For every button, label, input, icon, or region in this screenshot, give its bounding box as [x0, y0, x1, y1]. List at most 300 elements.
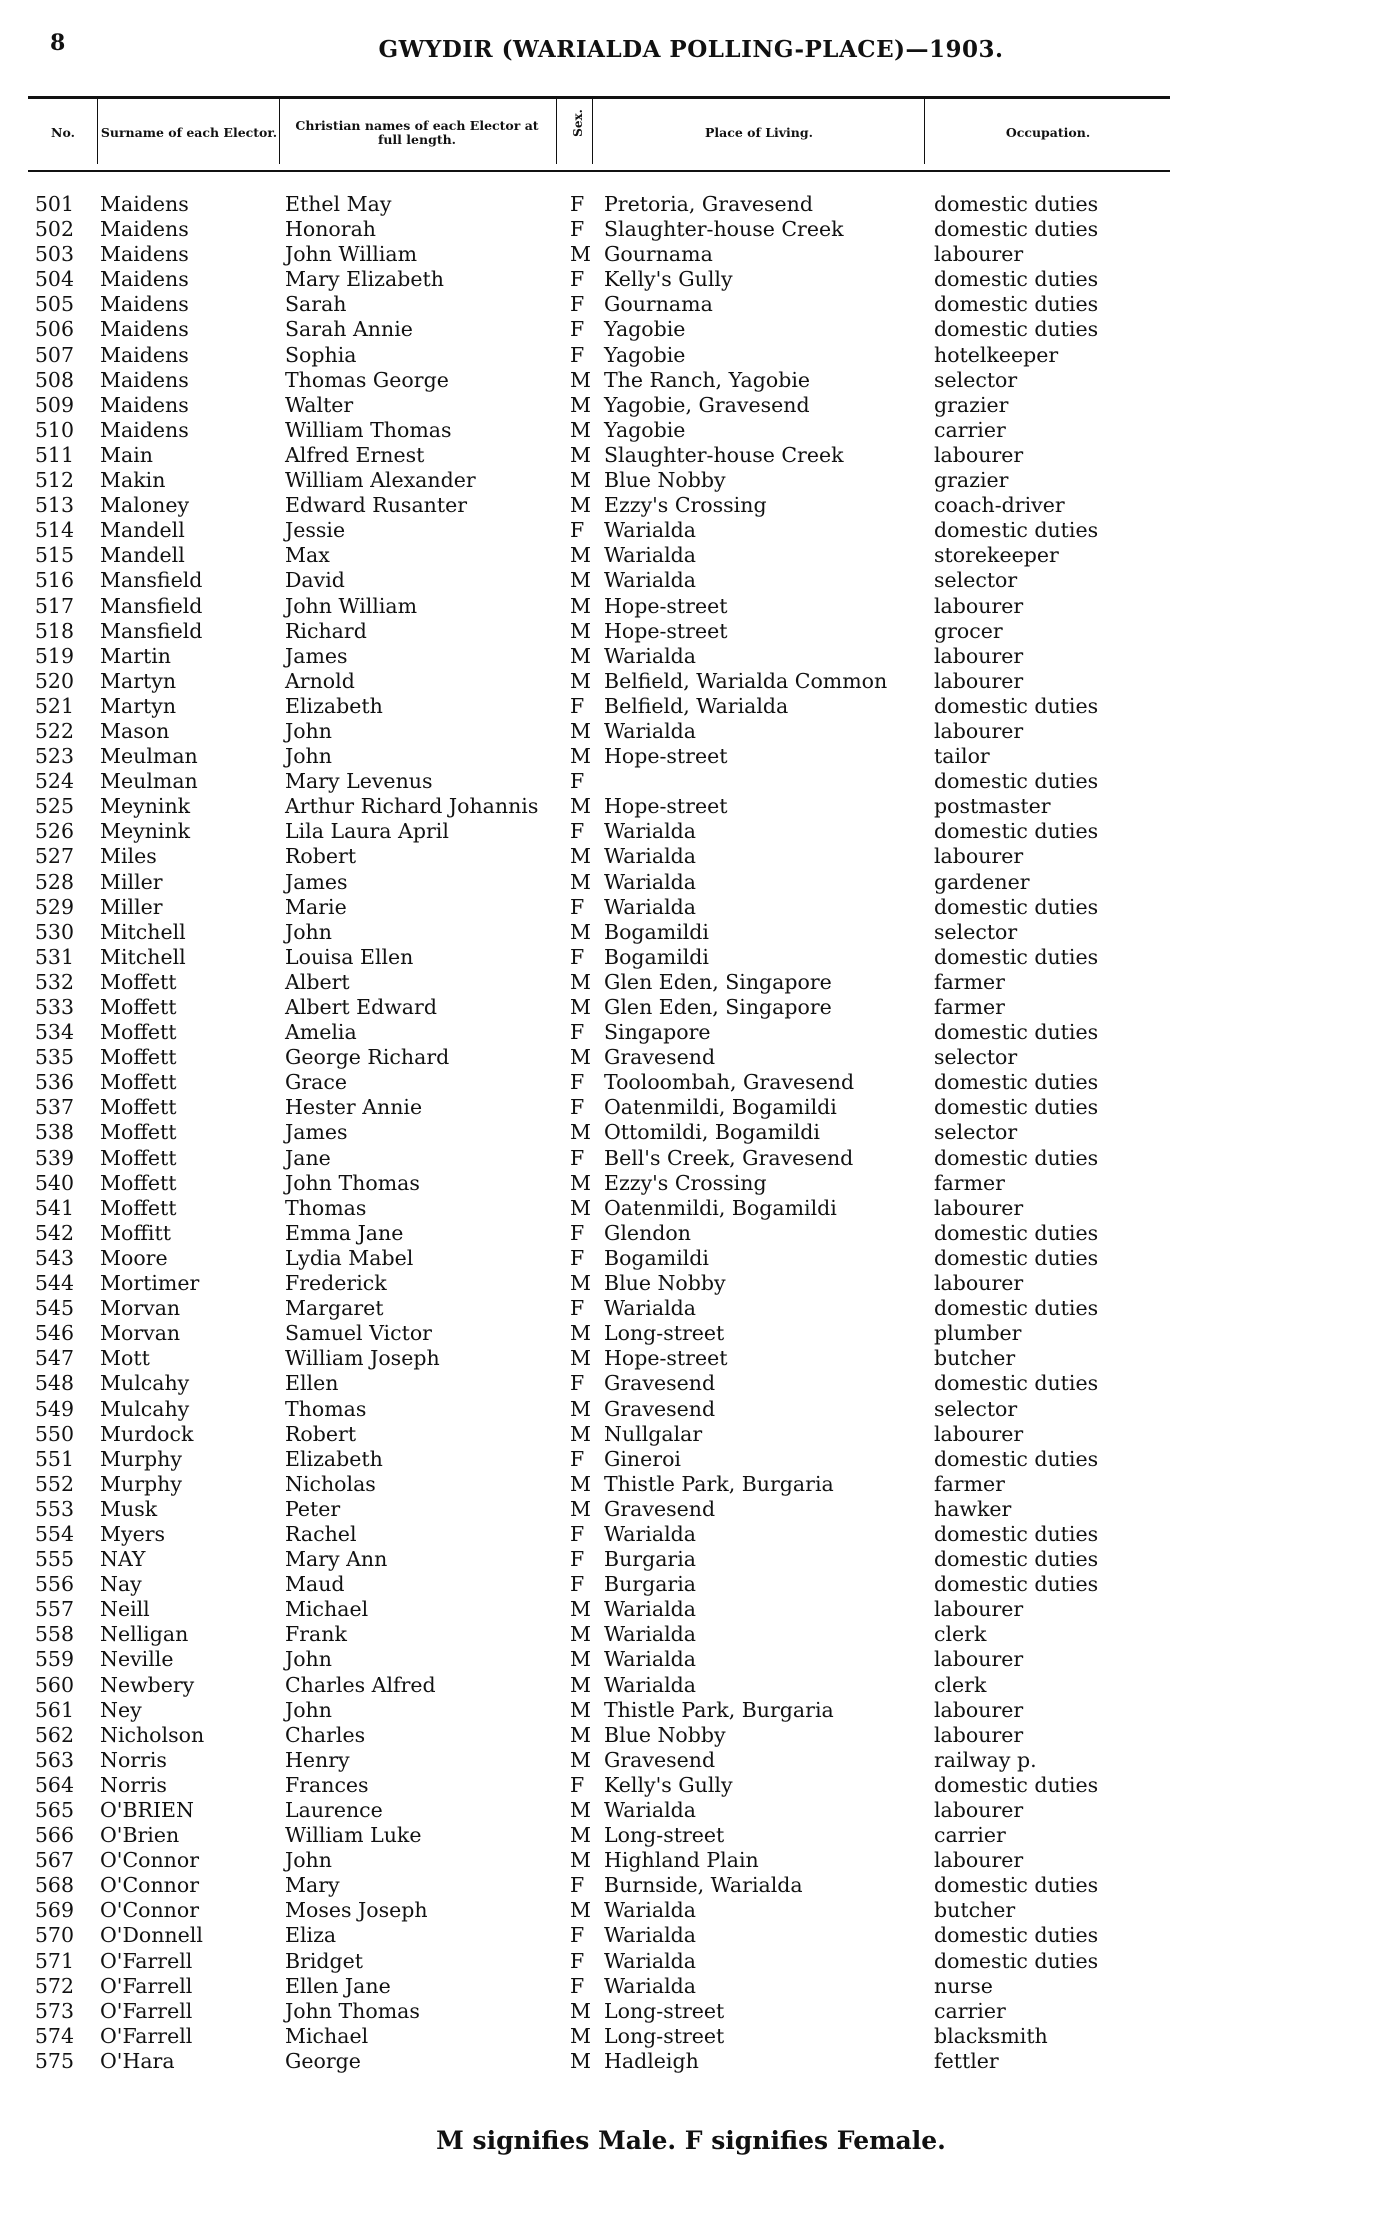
sex-cell: F	[570, 1572, 585, 1597]
surname-cell: Mulcahy	[100, 1396, 190, 1421]
sex-cell: M	[570, 1597, 591, 1622]
christian-names-cell: John	[285, 1647, 332, 1672]
occupation-cell: hawker	[934, 1496, 1012, 1521]
surname-cell: Mortimer	[100, 1271, 200, 1296]
surname-cell: Maloney	[100, 493, 190, 518]
sex-cell: F	[570, 1095, 585, 1120]
occupation-cell: labourer	[934, 1271, 1024, 1296]
place-of-living-cell: Warialda	[604, 1923, 696, 1948]
sex-cell: M	[570, 543, 591, 568]
row-number: 569	[34, 1898, 74, 1923]
place-of-living-cell: Warialda	[604, 819, 696, 844]
place-of-living-cell: Gravesend	[604, 1045, 716, 1070]
christian-names-cell: Robert	[285, 844, 357, 869]
occupation-cell: domestic duties	[934, 1220, 1099, 1245]
row-number: 508	[34, 367, 74, 392]
occupation-cell: selector	[934, 568, 1018, 593]
sex-cell: M	[570, 593, 591, 618]
surname-cell: Moffett	[100, 1045, 177, 1070]
surname-cell: Moffett	[100, 1170, 177, 1195]
christian-names-cell: Peter	[285, 1496, 341, 1521]
surname-cell: O'Connor	[100, 1873, 200, 1898]
place-of-living-cell: Yagobie	[604, 342, 686, 367]
christian-names-cell: Margaret	[285, 1296, 384, 1321]
place-of-living-cell: Nullgalar	[604, 1421, 703, 1446]
sex-cell: M	[570, 1471, 591, 1496]
place-of-living-cell: Yagobie, Gravesend	[604, 392, 810, 417]
christian-names-cell: Arnold	[285, 668, 355, 693]
sex-cell: F	[570, 1772, 585, 1797]
table-row	[0, 1221, 1382, 1246]
occupation-cell: labourer	[934, 1647, 1024, 1672]
sex-cell: M	[570, 2023, 591, 2048]
christian-names-cell: John William	[285, 593, 418, 618]
row-number: 525	[34, 794, 74, 819]
row-number: 561	[34, 1697, 74, 1722]
sex-cell: F	[570, 1145, 585, 1170]
christian-names-cell: William Joseph	[285, 1346, 440, 1371]
occupation-cell: carrier	[934, 1823, 1006, 1848]
place-of-living-cell: Bogamildi	[604, 1245, 709, 1270]
page-number: 8	[50, 30, 66, 56]
place-of-living-cell: Highland Plain	[604, 1848, 759, 1873]
sex-cell: M	[570, 568, 591, 593]
row-number: 537	[34, 1095, 74, 1120]
surname-cell: Maidens	[100, 367, 189, 392]
christian-names-cell: Albert	[285, 969, 350, 994]
occupation-cell: farmer	[934, 1471, 1005, 1496]
surname-cell: Miles	[100, 844, 157, 869]
place-of-living-cell: Thistle Park, Burgaria	[604, 1697, 834, 1722]
occupation-cell: domestic duties	[934, 518, 1099, 543]
surname-cell: Morvan	[100, 1296, 181, 1321]
sex-cell: M	[570, 1998, 591, 2023]
row-number: 528	[34, 869, 74, 894]
table-row	[0, 1547, 1382, 1572]
column-divider	[556, 98, 557, 164]
page-title: GWYDIR (WARIALDA POLLING-PLACE)—1903.	[378, 36, 1004, 63]
occupation-cell: gardener	[934, 869, 1030, 894]
christian-names-cell: Bridget	[285, 1948, 364, 1973]
surname-cell: Maidens	[100, 267, 189, 292]
surname-cell: Musk	[100, 1496, 158, 1521]
place-of-living-cell: Thistle Park, Burgaria	[604, 1471, 834, 1496]
sex-cell: F	[570, 192, 585, 216]
occupation-cell: domestic duties	[934, 1547, 1099, 1572]
row-number: 539	[34, 1145, 74, 1170]
surname-cell: Maidens	[100, 242, 189, 267]
row-number: 574	[34, 2023, 74, 2048]
place-of-living-cell: Yagobie	[604, 317, 686, 342]
christian-names-cell: Ellen	[285, 1371, 339, 1396]
place-of-living-cell: Oatenmildi, Bogamildi	[604, 1195, 837, 1220]
occupation-cell: domestic duties	[934, 1521, 1099, 1546]
row-number: 522	[34, 718, 74, 743]
surname-cell: Moffett	[100, 995, 177, 1019]
row-number: 559	[34, 1647, 74, 1672]
table-row	[0, 744, 1382, 769]
sex-cell: M	[570, 442, 591, 467]
christian-names-cell: Charles Alfred	[285, 1672, 436, 1697]
table-row	[0, 1823, 1382, 1848]
table-row	[0, 1949, 1382, 1974]
column-divider	[592, 98, 593, 164]
table-row	[0, 844, 1382, 869]
row-number: 535	[34, 1045, 74, 1070]
sex-cell: F	[570, 1521, 585, 1546]
place-of-living-cell: Gournama	[604, 242, 713, 267]
row-number: 536	[34, 1070, 74, 1095]
sex-cell: M	[570, 468, 591, 493]
sex-cell: F	[570, 317, 585, 342]
table-row	[0, 1346, 1382, 1371]
sex-cell: M	[570, 1496, 591, 1521]
row-number: 517	[34, 593, 74, 618]
surname-cell: Makin	[100, 468, 166, 493]
occupation-cell: labourer	[934, 1798, 1024, 1822]
occupation-cell: domestic duties	[934, 1873, 1099, 1898]
sex-cell: F	[570, 267, 585, 292]
christian-names-cell: Walter	[285, 392, 354, 417]
sex-cell: F	[570, 1873, 585, 1898]
row-number: 504	[34, 267, 74, 292]
table-row	[0, 1397, 1382, 1422]
occupation-cell: labourer	[934, 1597, 1024, 1622]
sex-cell: M	[570, 392, 591, 417]
place-of-living-cell: Warialda	[604, 1672, 696, 1697]
christian-names-cell: Michael	[285, 2023, 369, 2048]
christian-names-cell: Jane	[285, 1145, 331, 1170]
christian-names-cell: Charles	[285, 1722, 366, 1747]
surname-cell: Miller	[100, 894, 163, 919]
table-row	[0, 518, 1382, 543]
place-of-living-cell: Long-street	[604, 2023, 725, 2048]
place-of-living-cell: Oatenmildi, Bogamildi	[604, 1095, 837, 1120]
occupation-cell: tailor	[934, 744, 990, 769]
occupation-cell: butcher	[934, 1346, 1016, 1371]
occupation-cell: railway p.	[934, 1747, 1037, 1772]
surname-cell: Neill	[100, 1597, 150, 1622]
surname-cell: Newbery	[100, 1672, 195, 1697]
occupation-cell: clerk	[934, 1672, 987, 1697]
place-of-living-cell: Hope-street	[604, 593, 728, 618]
place-of-living-cell: Gravesend	[604, 1747, 716, 1772]
occupation-cell: domestic duties	[934, 1371, 1099, 1396]
table-row	[0, 1045, 1382, 1070]
table-row	[0, 1673, 1382, 1698]
place-of-living-cell: Warialda	[604, 1948, 696, 1973]
surname-cell: O'BRIEN	[100, 1798, 194, 1822]
sex-cell: F	[570, 1948, 585, 1973]
surname-cell: Morvan	[100, 1321, 181, 1346]
row-number: 515	[34, 543, 74, 568]
surname-cell: Meynink	[100, 794, 191, 819]
surname-cell: O'Connor	[100, 1898, 200, 1923]
surname-cell: Martin	[100, 643, 172, 668]
sex-cell: F	[570, 342, 585, 367]
place-of-living-cell: Warialda	[604, 718, 696, 743]
occupation-cell: labourer	[934, 593, 1024, 618]
surname-cell: Moffett	[100, 1195, 177, 1220]
surname-cell: Nelligan	[100, 1622, 189, 1647]
row-number: 514	[34, 518, 74, 543]
sex-cell: F	[570, 894, 585, 919]
table-row	[0, 895, 1382, 920]
place-of-living-cell: Hope-street	[604, 1346, 728, 1371]
place-of-living-cell: Yagobie	[604, 417, 686, 442]
place-of-living-cell: Belfield, Warialda Common	[604, 668, 888, 693]
christian-names-cell: William Thomas	[285, 417, 452, 442]
row-number: 546	[34, 1321, 74, 1346]
row-number: 510	[34, 417, 74, 442]
place-of-living-cell: Belfield, Warialda	[604, 693, 789, 718]
sex-cell: F	[570, 217, 585, 242]
occupation-cell: blacksmith	[934, 2023, 1048, 2048]
sex-cell: M	[570, 844, 591, 869]
row-number: 527	[34, 844, 74, 869]
occupation-cell: clerk	[934, 1622, 987, 1647]
table-row	[0, 719, 1382, 744]
christian-names-cell: John Thomas	[285, 1998, 420, 2023]
table-row	[0, 368, 1382, 393]
sex-cell: M	[570, 1898, 591, 1923]
surname-cell: Meulman	[100, 769, 198, 794]
sex-cell: M	[570, 1672, 591, 1697]
table-row	[0, 1171, 1382, 1196]
christian-names-cell: John	[285, 744, 332, 769]
occupation-cell: labourer	[934, 718, 1024, 743]
christian-names-cell: Laurence	[285, 1798, 383, 1822]
occupation-cell: grocer	[934, 618, 1003, 643]
place-of-living-cell: Warialda	[604, 1798, 696, 1822]
table-row	[0, 945, 1382, 970]
sex-cell: M	[570, 1170, 591, 1195]
christian-names-cell: Thomas George	[285, 367, 449, 392]
occupation-cell: labourer	[934, 442, 1024, 467]
row-number: 564	[34, 1772, 74, 1797]
place-of-living-cell: Hope-street	[604, 794, 728, 819]
sex-cell: F	[570, 1245, 585, 1270]
row-number: 543	[34, 1245, 74, 1270]
row-number: 502	[34, 217, 74, 242]
table-row	[0, 1622, 1382, 1647]
christian-names-cell: Maud	[285, 1572, 345, 1597]
occupation-cell: domestic duties	[934, 1296, 1099, 1321]
christian-names-cell: Sarah Annie	[285, 317, 413, 342]
surname-cell: Mansfield	[100, 568, 203, 593]
occupation-cell: farmer	[934, 995, 1005, 1019]
occupation-cell: labourer	[934, 1195, 1024, 1220]
table-row	[0, 1146, 1382, 1171]
sex-cell: M	[570, 1622, 591, 1647]
sex-cell: M	[570, 1823, 591, 1848]
surname-cell: Nicholson	[100, 1722, 205, 1747]
occupation-cell: grazier	[934, 392, 1009, 417]
place-of-living-cell: Blue Nobby	[604, 1722, 726, 1747]
header-rule-bottom	[28, 170, 1170, 172]
occupation-cell: domestic duties	[934, 317, 1099, 342]
occupation-cell: domestic duties	[934, 769, 1099, 794]
sex-cell: M	[570, 1120, 591, 1145]
table-row	[0, 1923, 1382, 1948]
header-rule-top	[28, 96, 1170, 99]
table-row	[0, 1572, 1382, 1597]
occupation-cell: labourer	[934, 643, 1024, 668]
surname-cell: Myers	[100, 1521, 166, 1546]
table-row	[0, 1773, 1382, 1798]
table-row	[0, 1196, 1382, 1221]
row-number: 555	[34, 1547, 74, 1572]
row-number: 506	[34, 317, 74, 342]
place-of-living-cell: Glendon	[604, 1220, 691, 1245]
electoral-roll-table	[0, 192, 1382, 2074]
christian-names-cell: Thomas	[285, 1195, 367, 1220]
table-row	[0, 343, 1382, 368]
christian-names-cell: Lila Laura April	[285, 819, 449, 844]
sex-cell: F	[570, 1220, 585, 1245]
row-number: 570	[34, 1923, 74, 1948]
surname-cell: Nay	[100, 1572, 142, 1597]
surname-cell: Mandell	[100, 518, 185, 543]
christian-names-cell: Mary Ann	[285, 1547, 388, 1572]
surname-cell: Miller	[100, 869, 163, 894]
row-number: 516	[34, 568, 74, 593]
row-number: 507	[34, 342, 74, 367]
sex-cell: M	[570, 718, 591, 743]
place-of-living-cell: Warialda	[604, 1521, 696, 1546]
column-divider	[924, 98, 925, 164]
row-number: 547	[34, 1346, 74, 1371]
sex-cell: M	[570, 1747, 591, 1772]
sex-cell: M	[570, 668, 591, 693]
row-number: 533	[34, 995, 74, 1019]
table-row	[0, 1698, 1382, 1723]
table-row	[0, 418, 1382, 443]
christian-names-cell: Frederick	[285, 1271, 387, 1296]
place-of-living-cell: Blue Nobby	[604, 468, 726, 493]
christian-names-cell: Amelia	[285, 1020, 357, 1045]
surname-cell: NAY	[100, 1547, 146, 1572]
christian-names-cell: George Richard	[285, 1045, 450, 1070]
sex-cell: F	[570, 292, 585, 317]
christian-names-cell: Elizabeth	[285, 693, 383, 718]
surname-cell: Moffett	[100, 1070, 177, 1095]
place-of-living-cell: Slaughter-house Creek	[604, 217, 844, 242]
table-row	[0, 769, 1382, 794]
place-of-living-cell: Warialda	[604, 1622, 696, 1647]
table-row	[0, 1120, 1382, 1145]
place-of-living-cell: Glen Eden, Singapore	[604, 969, 832, 994]
sex-cell: M	[570, 794, 591, 819]
row-number: 552	[34, 1471, 74, 1496]
place-of-living-cell: Gineroi	[604, 1446, 681, 1471]
table-row	[0, 1371, 1382, 1396]
table-row	[0, 1748, 1382, 1773]
christian-names-cell: Frank	[285, 1622, 347, 1647]
occupation-cell: nurse	[934, 1973, 993, 1998]
sex-cell: M	[570, 417, 591, 442]
occupation-cell: selector	[934, 919, 1018, 944]
occupation-cell: coach-driver	[934, 493, 1065, 518]
row-number: 530	[34, 919, 74, 944]
sex-cell: M	[570, 1722, 591, 1747]
place-of-living-cell: Warialda	[604, 869, 696, 894]
column-header-no: No.	[51, 124, 75, 140]
occupation-cell: storekeeper	[934, 543, 1059, 568]
table-row	[0, 1422, 1382, 1447]
place-of-living-cell: Gravesend	[604, 1396, 716, 1421]
place-of-living-cell: Warialda	[604, 518, 696, 543]
surname-cell: Moore	[100, 1245, 168, 1270]
surname-cell: Meulman	[100, 744, 198, 769]
occupation-cell: selector	[934, 367, 1018, 392]
sex-cell: M	[570, 1195, 591, 1220]
row-number: 550	[34, 1421, 74, 1446]
surname-cell: Mason	[100, 718, 170, 743]
sex-cell: F	[570, 944, 585, 969]
occupation-cell: farmer	[934, 969, 1005, 994]
place-of-living-cell: Bell's Creek, Gravesend	[604, 1145, 854, 1170]
occupation-cell: domestic duties	[934, 267, 1099, 292]
surname-cell: O'Farrell	[100, 1973, 193, 1998]
table-row	[0, 1070, 1382, 1095]
surname-cell: Maidens	[100, 192, 189, 216]
surname-cell: Moffett	[100, 1020, 177, 1045]
christian-names-cell: Henry	[285, 1747, 350, 1772]
row-number: 542	[34, 1220, 74, 1245]
sex-cell: M	[570, 1848, 591, 1873]
christian-names-cell: Max	[285, 543, 330, 568]
christian-names-cell: John	[285, 1848, 332, 1873]
sex-cell: M	[570, 493, 591, 518]
christian-names-cell: Edward Rusanter	[285, 493, 468, 518]
christian-names-cell: John William	[285, 242, 418, 267]
sex-cell: M	[570, 969, 591, 994]
place-of-living-cell: Hope-street	[604, 618, 728, 643]
christian-names-cell: Sophia	[285, 342, 357, 367]
column-header-occupation: Occupation.	[1005, 124, 1091, 140]
occupation-cell: butcher	[934, 1898, 1016, 1923]
table-row	[0, 2024, 1382, 2049]
sex-cell: F	[570, 518, 585, 543]
surname-cell: Maidens	[100, 317, 189, 342]
surname-cell: O'Farrell	[100, 1998, 193, 2023]
occupation-cell: plumber	[934, 1321, 1022, 1346]
place-of-living-cell: Blue Nobby	[604, 1271, 726, 1296]
occupation-cell: domestic duties	[934, 1245, 1099, 1270]
table-row	[0, 443, 1382, 468]
place-of-living-cell: Ezzy's Crossing	[604, 493, 767, 518]
place-of-living-cell: Warialda	[604, 1296, 696, 1321]
occupation-cell: labourer	[934, 1421, 1024, 1446]
row-number: 524	[34, 769, 74, 794]
place-of-living-cell: Singapore	[604, 1020, 711, 1045]
occupation-cell: grazier	[934, 468, 1009, 493]
occupation-cell: domestic duties	[934, 292, 1099, 317]
place-of-living-cell: Tooloombah, Gravesend	[604, 1070, 855, 1095]
table-row	[0, 920, 1382, 945]
place-of-living-cell: Kelly's Gully	[604, 267, 733, 292]
christian-names-cell: John	[285, 718, 332, 743]
christian-names-cell: Emma Jane	[285, 1220, 404, 1245]
place-of-living-cell: Ottomildi, Bogamildi	[604, 1120, 820, 1145]
christian-names-cell: Michael	[285, 1597, 369, 1622]
row-number: 560	[34, 1672, 74, 1697]
occupation-cell: selector	[934, 1045, 1018, 1070]
column-divider	[97, 98, 98, 164]
sex-cell: M	[570, 643, 591, 668]
sex-cell: F	[570, 819, 585, 844]
